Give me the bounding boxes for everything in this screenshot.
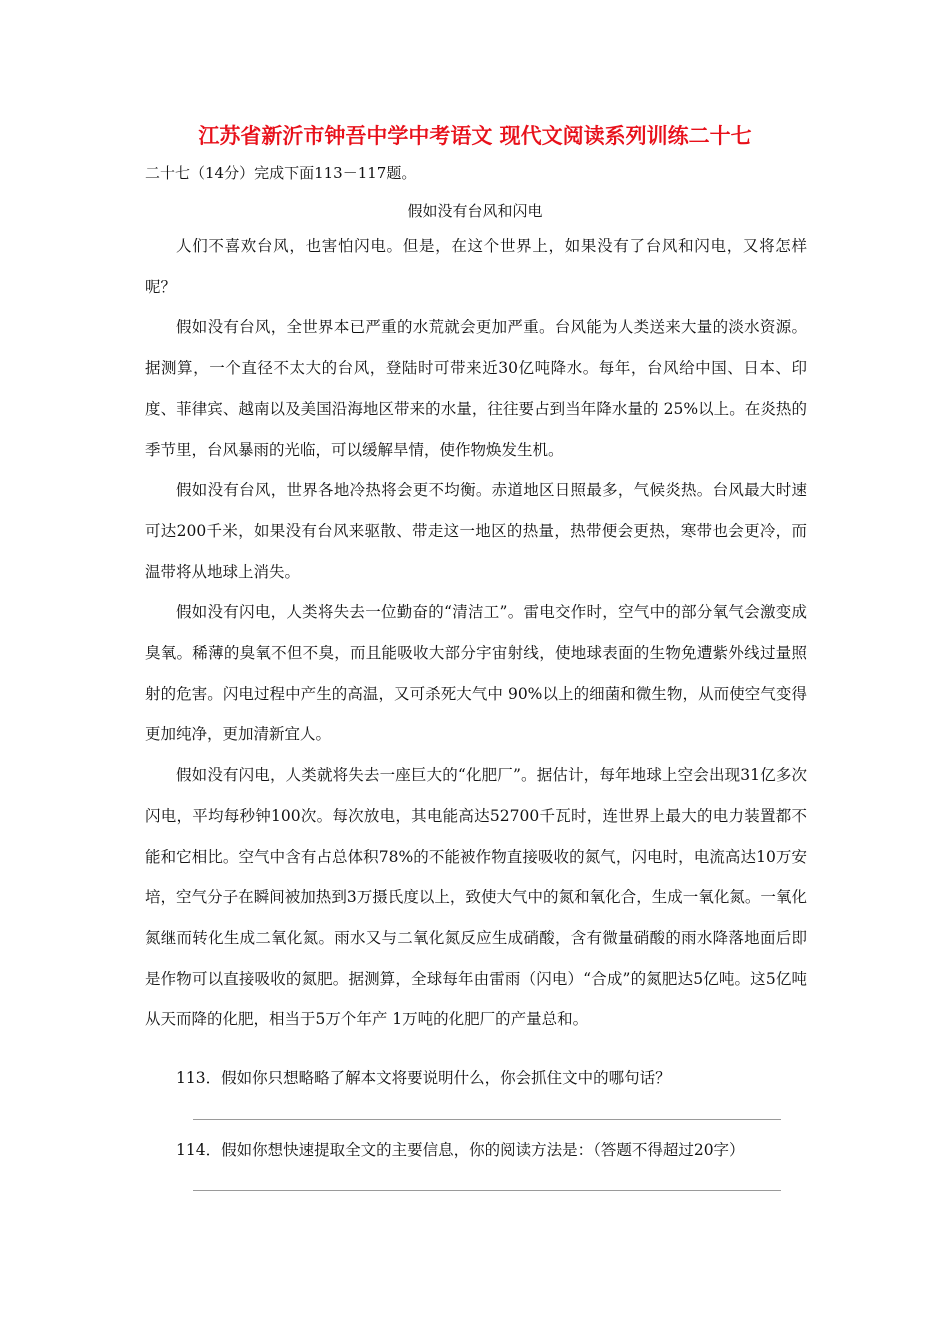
- article-body: [145, 226, 807, 1040]
- question-113: 113．假如你只想略略了解本文将要说明什么，你会抓住文中的哪句话？: [176, 1069, 671, 1087]
- paragraph: 人们不喜欢台风，也害怕闪电。但是，在这个世界上，如果没有了台风和闪电，又将怎样呢？: [145, 237, 807, 296]
- answer-line-113[interactable]: [193, 1119, 781, 1120]
- paragraph: 假如没有台风，全世界本已严重的水荒就会更加严重。台风能为人类送来大量的淡水资源。据测算，一个直径不太大的台风，登陆时可带来近30亿吨降水。每年，台风给中国、日本、印度、菲律宾、越南以及美国沿海地区带来的水量，往往要占到当年降水量的 25%以上。在炎热的季节里，台风暴雨的光临，可以缓解旱情，使作物焕发生机。: [145, 318, 807, 459]
- paragraph: 假如没有台风，世界各地冷热将会更不均衡。赤道地区日照最多，气候炎热。台风最大时速可达200千米，如果没有台风来驱散、带走这一地区的热量，热带便会更热，寒带也会更冷，而温带将从地球上消失。: [145, 481, 807, 581]
- question-114: 114．假如你想快速提取全文的主要信息，你的阅读方法是：（答题不得超过20字）: [176, 1141, 745, 1159]
- paragraph: 假如没有闪电，人类将失去一位勤奋的“清洁工”。雷电交作时，空气中的部分氧气会激变成臭氧。稀薄的臭氧不但不臭，而且能吸收大部分宇宙射线，使地球表面的生物免遭紫外线过量照射的危害。闪电过程中产生的高温，又可杀死大气中 90%以上的细菌和微生物，从而使空气变得更加纯净，更加清新宜人。: [145, 603, 807, 744]
- paragraph: 假如没有闪电，人类就将失去一座巨大的“化肥厂”。据估计，每年地球上空会出现31亿多次闪电，平均每秒钟100次。每次放电，其电能高达52700千瓦时，连世界上最大的电力装置都不能和它相比。空气中含有占总体积78%的不能被作物直接吸收的氮气，闪电时，电流高达10万安培，空气分子在瞬间被加热到3万摄氏度以上，致使大气中的氮和氧化合，生成一氧化氮。一氧化氮继而转化生成二氧化氮。雨水又与二氧化氮反应生成硝酸，含有微量硝酸的雨水降落地面后即是作物可以直接吸收的氮肥。据测算，全球每年由雷雨（闪电）“合成”的氮肥达5亿吨。这5亿吨从天而降的化肥，相当于5万个年产 1万吨的化肥厂的产量总和。: [145, 766, 807, 1029]
- answer-line-114[interactable]: [193, 1190, 781, 1191]
- section-intro: 二十七（14分）完成下面113－117题。: [145, 164, 417, 182]
- article-title: 假如没有台风和闪电: [407, 202, 543, 220]
- document-title: 江苏省新沂市钟吾中学中考语文 现代文阅读系列训练二十七: [198, 123, 752, 148]
